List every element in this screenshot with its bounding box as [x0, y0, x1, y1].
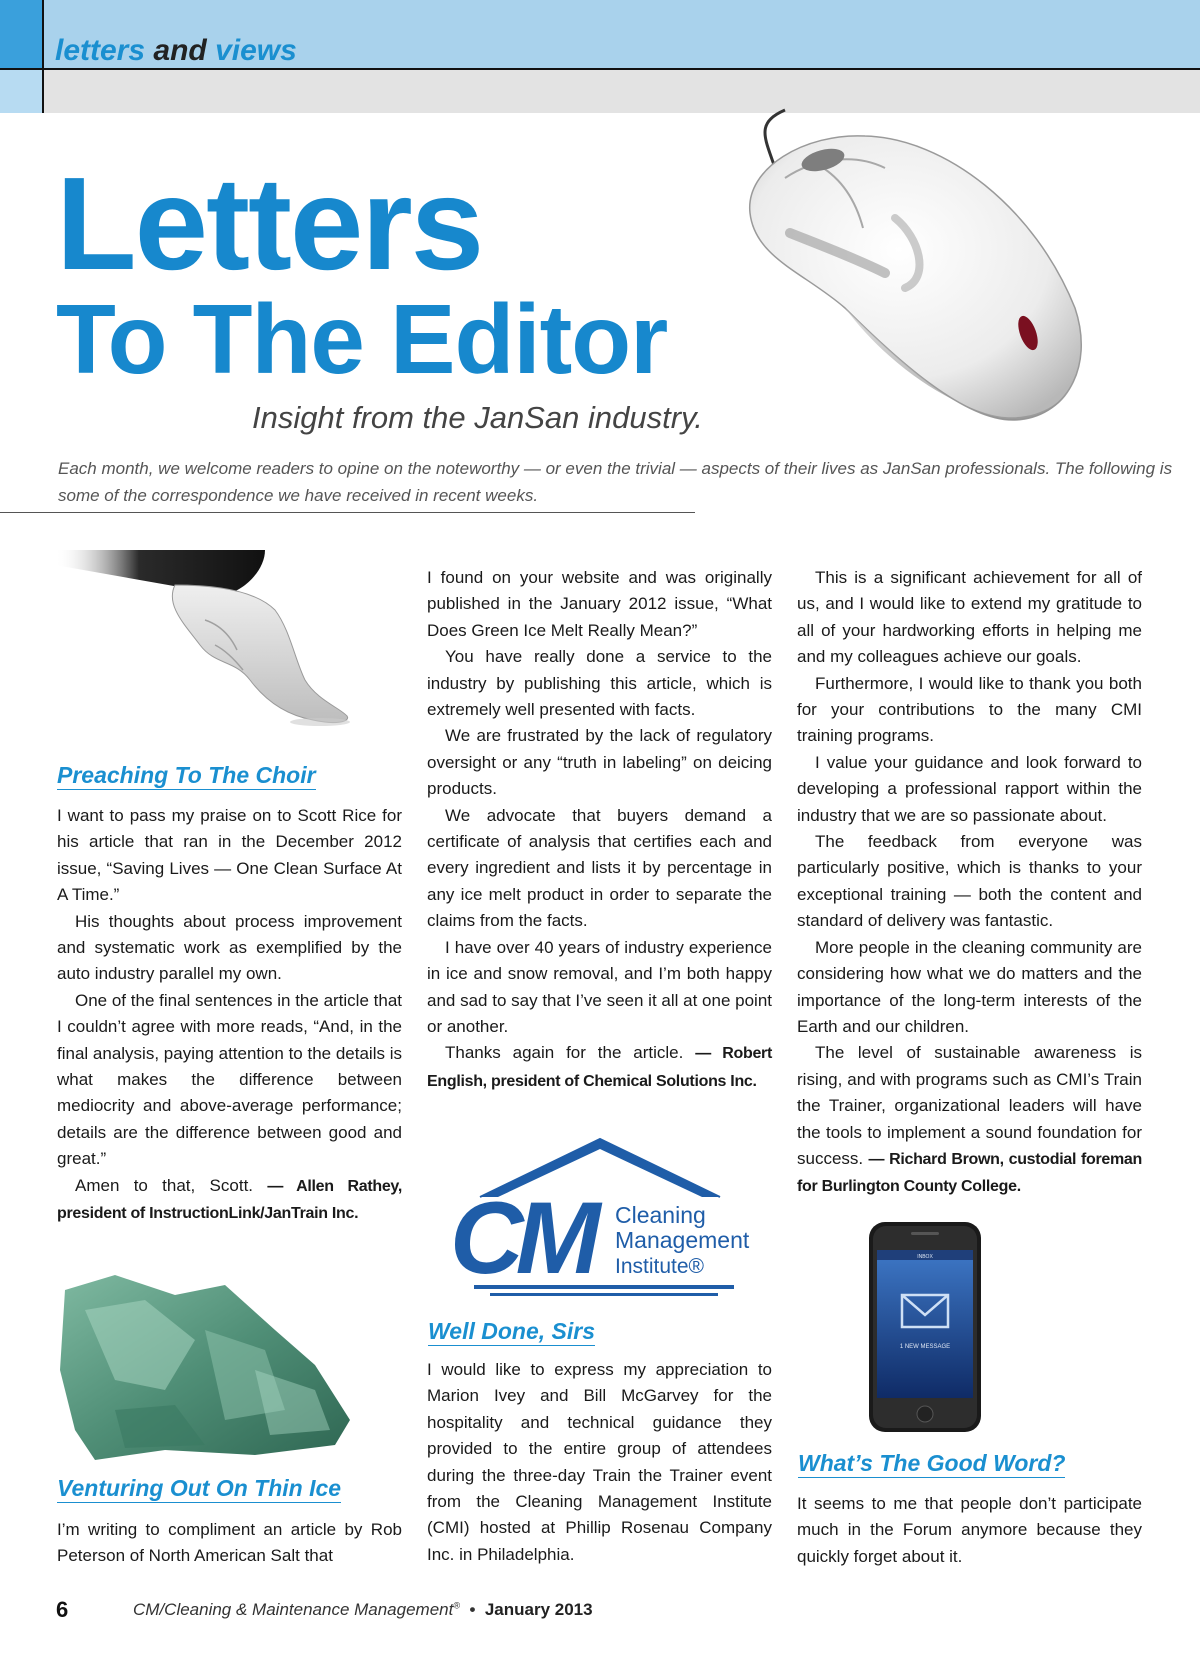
footer-separator: • — [469, 1600, 476, 1619]
registered-mark: ® — [453, 1600, 460, 1611]
paragraph-text: Thanks again for the article. — [445, 1043, 684, 1063]
footer-publication-line — [133, 1600, 593, 1620]
paragraph: I have over 40 years of industry experience in ice and snow removal, and I’m both happy and sad to say that I’ve seen it all at one point or another. — [427, 937, 772, 1036]
paragraph: We are frustrated by the lack of regulatory oversight or any “truth in labeling” on deicing products. — [427, 726, 772, 799]
paragraph: I found on your website and was originally published in the January 2012 issue, “What Does Green Ice Melt Really Mean?” — [427, 568, 772, 640]
header-subband — [0, 68, 1200, 113]
column-2-bottom-text — [427, 1357, 772, 1568]
section-label — [55, 36, 297, 66]
column-2-text — [427, 565, 772, 1095]
paragraph: I’m writing to compliment an article by Rob Peterson of North American Salt that — [57, 1520, 402, 1566]
paragraph: This is a significant achievement for all of us, and I would like to extend my gratitude to all of your hardworking efforts in helping me and my colleagues achieve our goals. — [797, 568, 1142, 667]
cmi-logo-line1: Cleaning — [615, 1202, 706, 1228]
paragraph: The feedback from everyone was particularly positive, which is thanks to your exceptional training — both the content and standard of delivery was fantastic. — [797, 832, 1142, 931]
page-title-line2: To The Editor — [56, 284, 668, 394]
cmi-logo-line3: Institute® — [615, 1255, 705, 1278]
cmi-logo-line2: Management — [615, 1227, 750, 1253]
paragraph: I value your guidance and look forward to developing a professional rapport within the industry that we are so passionate about. — [797, 752, 1142, 825]
issue-date: January 2013 — [484, 1600, 593, 1619]
column-3-bottom-text — [797, 1491, 1142, 1570]
heading-well-done-sirs: Well Done, Sirs — [428, 1318, 596, 1344]
header-corner-block — [0, 0, 43, 68]
signature: — Allen Rathey, president of InstructionLink/JanTrain Inc. — [57, 1177, 402, 1223]
pointing-finger-image — [55, 550, 355, 730]
phone-screen-title: INBOX — [917, 1254, 933, 1260]
paragraph: Furthermore, I would like to thank you both for your contributions to the many CMI training programs. — [797, 673, 1142, 746]
paragraph-with-signature — [797, 1040, 1142, 1200]
paragraph-with-signature — [57, 1173, 402, 1228]
header-horizontal-rule — [0, 68, 1200, 70]
heading-venturing-out-on-thin-ice: Venturing Out On Thin Ice — [57, 1475, 342, 1501]
column-1-bottom-text — [57, 1517, 402, 1570]
heading-preaching-to-the-choir: Preaching To The Choir — [57, 762, 316, 788]
cmi-logo — [450, 1135, 760, 1300]
section-label-part3: views — [215, 34, 297, 67]
publication-name: CM/Cleaning & Maintenance Management — [133, 1600, 454, 1619]
heading-whats-the-good-word: What’s The Good Word? — [798, 1450, 1066, 1476]
phone-message-text: 1 NEW MESSAGE — [899, 1344, 951, 1350]
ice-crystal-image — [55, 1270, 355, 1465]
cmi-logo-letters: CM — [450, 1181, 593, 1295]
page-number: 6 — [56, 1597, 69, 1622]
section-label-part2: and — [153, 34, 207, 67]
paragraph: I would like to express my appreciation to Marion Ivey and Bill McGarvey for the hospitality and technical guidance they provided to the entire group of attendees during the three-day Train the Trainer event from the Cleaning Management Institute (CMI) hosted at Phillip Rosenau Company Inc. in Philadelphia. — [427, 1360, 772, 1564]
intro-text: Each month, we welcome readers to opine on the noteworthy — or even the trivial — aspects of their lives as JanSan professionals. The following is some of the correspondence we have received in recent weeks. — [58, 459, 1173, 505]
section-label-part1: letters — [55, 34, 146, 67]
signature: — Robert English, president of Chemical Solutions Inc. — [427, 1045, 772, 1090]
paragraph-text: The level of sustainable awareness is rising, and with programs such as CMI’s Train the Trainer, organizational leaders will have the tools to implement a sound foundation for success. — [797, 1043, 1142, 1168]
paragraph-with-signature — [427, 1040, 772, 1095]
paragraph: His thoughts about process improvement and systematic work as exemplified by the auto industry parallel my own. — [57, 911, 402, 984]
intro-divider — [0, 512, 695, 513]
paragraph: We advocate that buyers demand a certificate of analysis that certifies each and every ingredient and lists it by percentage in any ice melt product in order to separate the claims from the facts. — [427, 805, 772, 931]
paragraph: You have really done a service to the industry by publishing this article, which is extremely well presented with facts. — [427, 647, 772, 720]
paragraph: One of the final sentences in the article that I couldn’t agree with more reads, “And, in the final analysis, paying attention to the details is what makes the difference between mediocrity and above-average performance; details are the difference between good and great.” — [57, 990, 402, 1169]
header-corner-block-lower — [0, 68, 43, 113]
page-title-line1: Letters — [56, 150, 483, 297]
paragraph-text: Amen to that, Scott. — [75, 1175, 254, 1195]
header-vertical-rule — [42, 0, 44, 113]
column-1-text — [57, 803, 402, 1228]
smartphone-image — [865, 1220, 985, 1435]
paragraph: I want to pass my praise on to Scott Rice for his article that ran in the December 2012 issue, “Saving Lives — One Clean Surface At A Time.” — [57, 806, 402, 905]
column-3-text — [797, 565, 1142, 1201]
signature: — Richard Brown, custodial foreman for Burlington County College. — [797, 1150, 1142, 1196]
paragraph: It seems to me that people don’t participate much in the Forum anymore because they quickly forget about it. — [797, 1494, 1142, 1566]
page-subtitle: Insight from the JanSan industry. — [252, 400, 703, 435]
computer-mouse-illustration — [745, 108, 1105, 433]
paragraph: More people in the cleaning community are considering how what we do matters and the importance of the long-term interests of the Earth and our children. — [797, 937, 1142, 1036]
